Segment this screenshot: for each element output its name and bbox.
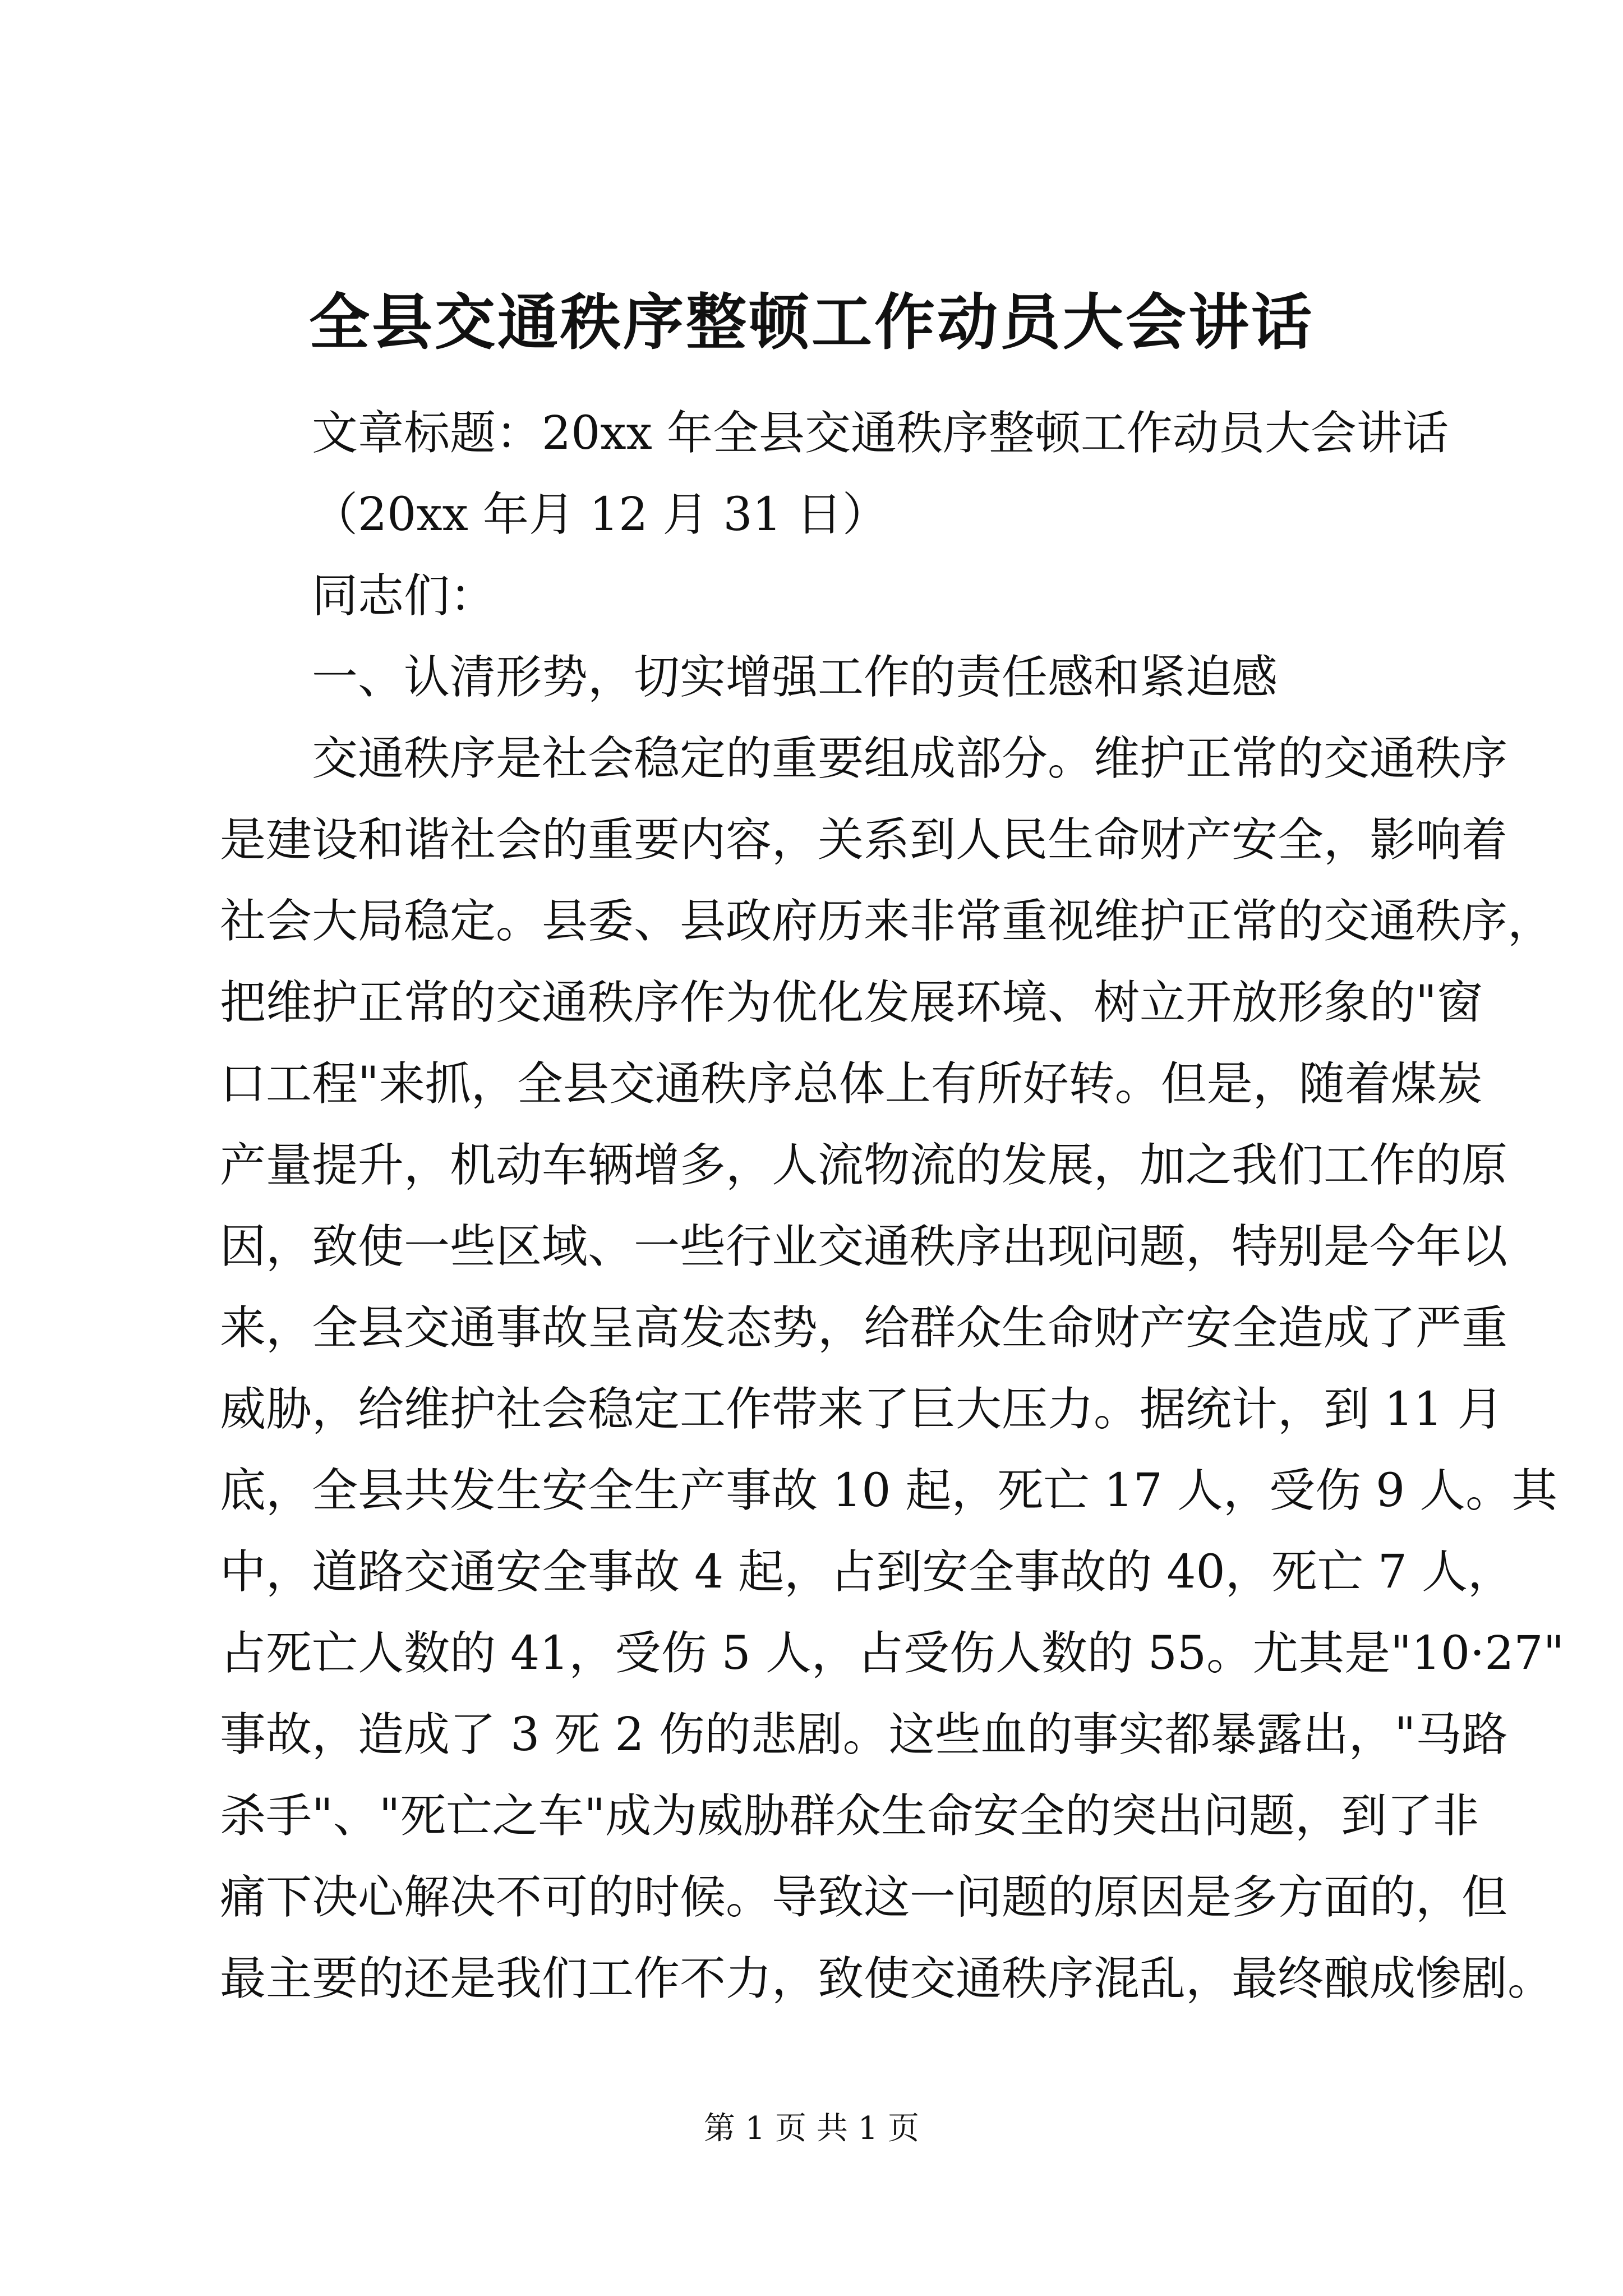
salutation: 同志们： xyxy=(312,569,496,623)
paragraph-line: 事故，造成了 3 死 2 伤的悲剧。这些血的事实都暴露出，"马路 xyxy=(220,1708,1508,1761)
paragraph-line: 因，致使一些区域、一些行业交通秩序出现问题，特别是今年以 xyxy=(220,1220,1508,1273)
section-heading: 一、认清形势，切实增强工作的责任感和紧迫感 xyxy=(312,651,1278,704)
paragraph-line: 底，全县共发生安全生产事故 10 起，死亡 17 人，受伤 9 人。其 xyxy=(220,1464,1558,1517)
paragraph-line: 来，全县交通事故呈高发态势，给群众生命财产安全造成了严重 xyxy=(220,1301,1508,1355)
article-title-line: 文章标题：20xx 年全县交通秩序整顿工作动员大会讲话 xyxy=(312,407,1449,460)
paragraph-line: 产量提升，机动车辆增多，人流物流的发展，加之我们工作的原 xyxy=(220,1139,1508,1192)
paragraph-line: 中，道路交通安全事故 4 起，占到安全事故的 40，死亡 7 人， xyxy=(220,1545,1514,1599)
paragraph-line: 最主要的还是我们工作不力，致使交通秩序混乱，最终酿成惨剧。 xyxy=(220,1952,1554,2005)
paragraph-line: 交通秩序是社会稳定的重要组成部分。维护正常的交通秩序 xyxy=(312,732,1508,785)
document-title: 全县交通秩序整顿工作动员大会讲话 xyxy=(308,287,1314,358)
paragraph-line: 占死亡人数的 41，受伤 5 人，占受伤人数的 55。尤其是"10·27" xyxy=(220,1627,1565,1680)
paragraph-line: 是建设和谐社会的重要内容，关系到人民生命财产安全，影响着 xyxy=(220,813,1508,867)
page-footer: 第 1 页 共 1 页 xyxy=(703,2110,920,2147)
paragraph-line: 痛下决心解决不可的时候。导致这一问题的原因是多方面的，但 xyxy=(220,1871,1508,1924)
paragraph-line: 口工程"来抓，全县交通秩序总体上有所好转。但是，随着煤炭 xyxy=(220,1057,1483,1111)
paragraph-line: 把维护正常的交通秩序作为优化发展环境、树立开放形象的"窗 xyxy=(220,976,1483,1029)
paragraph-line: 杀手"、"死亡之车"成为威胁群众生命安全的突出问题，到了非 xyxy=(220,1789,1479,1843)
document-body xyxy=(220,393,1565,2019)
date-line: （20xx 年月 12 月 31 日） xyxy=(312,488,888,541)
paragraph-line: 威胁，给维护社会稳定工作带来了巨大压力。据统计，到 11 月 xyxy=(220,1383,1504,1436)
paragraph-line: 社会大局稳定。县委、县政府历来非常重视维护正常的交通秩序， xyxy=(220,895,1554,948)
